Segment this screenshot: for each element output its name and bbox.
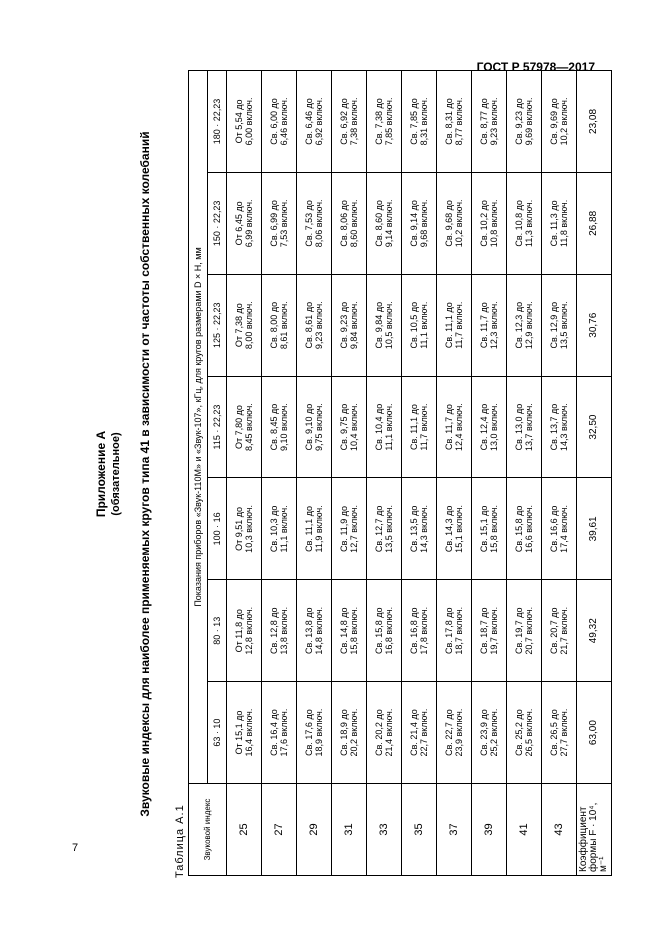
table-row (437, 71, 472, 876)
range-from: Св. 12,8 до (269, 607, 279, 655)
range-to: 9,23 включ. (489, 97, 499, 146)
range-from: Св. 11,1 до (409, 404, 419, 450)
range-to: 9,10 включ. (279, 403, 289, 451)
range-to: 21,7 включ. (559, 606, 569, 655)
frequency-range-cell (507, 478, 542, 580)
range-from: Св. 9,10 до (304, 403, 314, 451)
frequency-range-cell (227, 274, 262, 376)
table-label: Таблица А.1 (174, 804, 186, 878)
annex-title: Приложение А (94, 430, 108, 518)
coefficient-value: 63,00 (577, 682, 612, 784)
range-from: Св. 12,3 до (514, 301, 524, 349)
frequency-range-cell (332, 682, 367, 784)
frequency-range-cell (402, 172, 437, 274)
range-to: 10,3 включ. (244, 504, 254, 553)
table-row (402, 71, 437, 876)
frequency-range-cell (542, 478, 577, 580)
sound-index-cell: 33 (367, 784, 402, 876)
range-to: 9,23 включ. (314, 301, 324, 350)
annex-status: (обязательное) (110, 432, 122, 516)
frequency-range-cell (332, 478, 367, 580)
sound-index-cell: 25 (227, 784, 262, 876)
stub-header: Звуковой индекс (189, 784, 227, 876)
range-to: 16,8 включ. (384, 606, 394, 655)
range-from: Св. 11,7 до (444, 404, 454, 450)
column-header: 125 · 22,23 (208, 274, 227, 376)
range-to: 10,2 включ. (454, 199, 464, 248)
coefficient-value: 26,88 (577, 172, 612, 274)
range-from: Св. 8,61 до (304, 301, 314, 349)
frequency-range-cell (507, 682, 542, 784)
frequency-range-cell (542, 682, 577, 784)
range-from: Св. 10,3 до (269, 505, 279, 553)
range-to: 11,7 включ. (454, 301, 464, 349)
range-to: 20,7 включ. (524, 606, 534, 655)
table-row (262, 71, 297, 876)
frequency-range-cell (367, 71, 402, 173)
frequency-range-cell (367, 682, 402, 784)
table-row (542, 71, 577, 876)
range-to: 14,8 включ. (314, 606, 324, 655)
frequency-range-cell (542, 580, 577, 682)
range-to: 7,53 включ. (279, 199, 289, 248)
coefficient-label-line2: формы F · 10⁴, м⁻¹ (588, 802, 609, 872)
range-to: 13,5 включ. (559, 301, 569, 350)
range-from: Св. 9,14 до (409, 200, 419, 247)
frequency-range-cell (297, 580, 332, 682)
frequency-range-cell (332, 376, 367, 478)
range-from: От 9,51 до (234, 506, 244, 551)
frequency-range-cell (437, 682, 472, 784)
table-row (227, 71, 262, 876)
frequency-range-cell (437, 172, 472, 274)
range-from: Св. 19,7 до (514, 607, 524, 655)
frequency-range-cell (297, 478, 332, 580)
range-from: Св. 6,46 до (304, 98, 314, 145)
range-from: Св. 26,5 до (549, 709, 559, 756)
range-from: Св. 16,6 до (549, 505, 559, 553)
table-row (472, 71, 507, 876)
column-header: 100 · 16 (208, 478, 227, 580)
range-from: Св. 6,99 до (269, 200, 279, 247)
frequency-range-cell (227, 682, 262, 784)
coefficient-value: 30,76 (577, 274, 612, 376)
range-from: Св. 8,31 до (444, 98, 454, 145)
frequency-range-cell (367, 172, 402, 274)
range-to: 11,9 включ. (314, 505, 324, 553)
frequency-range-cell (227, 580, 262, 682)
range-from: От 7,38 до (234, 303, 244, 348)
range-from: От 15,1 до (234, 710, 244, 755)
range-from: Св. 7,38 до (374, 98, 384, 145)
frequency-range-cell (402, 376, 437, 478)
range-from: Св. 9,84 до (374, 301, 384, 349)
sound-index-table (188, 70, 612, 876)
frequency-range-cell (472, 682, 507, 784)
table-body (227, 71, 612, 876)
range-from: Св. 12,4 до (479, 403, 489, 451)
range-to: 13,5 включ. (384, 504, 394, 553)
column-header: 80 · 13 (208, 580, 227, 682)
range-from: Св. 6,00 до (269, 98, 279, 145)
frequency-range-cell (367, 376, 402, 478)
range-to: 10,2 включ. (559, 97, 569, 146)
range-to: 26,5 включ. (524, 708, 534, 757)
sound-index-cell: 27 (262, 784, 297, 876)
range-from: Св. 7,53 до (304, 200, 314, 247)
frequency-range-cell (297, 172, 332, 274)
frequency-range-cell (367, 580, 402, 682)
frequency-range-cell (367, 274, 402, 376)
range-to: 12,9 включ. (524, 301, 534, 350)
range-from: Св. 22,7 до (444, 709, 454, 756)
range-to: 25,2 включ. (489, 708, 499, 757)
sound-index-cell: 41 (507, 784, 542, 876)
range-to: 6,92 включ. (314, 97, 324, 146)
range-from: Св. 12,9 до (549, 301, 559, 349)
table-row (367, 71, 402, 876)
range-to: 8,00 включ. (244, 301, 254, 350)
range-to: 21,4 включ. (384, 708, 394, 757)
range-to: 15,8 включ. (489, 504, 499, 553)
page-number: 7 (72, 842, 79, 854)
range-from: Св. 18,7 до (479, 607, 489, 655)
range-from: Св. 11,1 до (304, 505, 314, 552)
range-to: 18,9 включ. (314, 708, 324, 757)
range-from: Св. 11,7 до (479, 302, 489, 349)
range-to: 8,60 включ. (349, 199, 359, 248)
range-from: Св. 7,85 до (409, 98, 419, 145)
frequency-range-cell (297, 71, 332, 173)
section-title: Звуковые индексы для наиболее применяемых кругов типа 41 в зависимости от частоты собственных колебаний (138, 131, 152, 817)
frequency-range-cell (402, 682, 437, 784)
frequency-range-cell (227, 71, 262, 173)
column-header: 63 · 10 (208, 682, 227, 784)
column-header: 115 · 22,23 (208, 376, 227, 478)
frequency-range-cell (472, 478, 507, 580)
range-to: 10,8 включ. (489, 199, 499, 248)
frequency-range-cell (227, 172, 262, 274)
range-from: Св. 17,6 до (304, 709, 314, 756)
range-from: Св. 25,2 до (514, 709, 524, 756)
frequency-range-cell (262, 682, 297, 784)
range-to: 11,3 включ. (524, 199, 534, 247)
range-from: Св. 9,23 до (514, 98, 524, 145)
range-from: Св. 12,7 до (374, 505, 384, 553)
column-header: 180 · 22,23 (208, 71, 227, 173)
frequency-range-cell (297, 376, 332, 478)
range-from: Св. 14,3 до (444, 505, 454, 553)
range-to: 6,99 включ. (244, 199, 254, 248)
range-to: 11,1 включ. (419, 301, 429, 349)
frequency-range-cell (542, 172, 577, 274)
frequency-range-cell (472, 580, 507, 682)
range-to: 12,8 включ. (244, 606, 254, 655)
sound-index-cell: 39 (472, 784, 507, 876)
range-to: 14,3 включ. (559, 403, 569, 451)
frequency-range-cell (507, 172, 542, 274)
range-to: 9,75 включ. (314, 403, 324, 451)
range-to: 12,7 включ. (349, 504, 359, 553)
range-to: 11,8 включ. (559, 199, 569, 247)
range-from: Св. 8,06 до (339, 200, 349, 247)
range-from: Св. 6,92 до (339, 98, 349, 145)
range-to: 8,45 включ. (244, 403, 254, 451)
range-to: 16,4 включ. (244, 708, 254, 757)
frequency-range-cell (437, 274, 472, 376)
frequency-range-cell (472, 172, 507, 274)
frequency-range-cell (507, 580, 542, 682)
frequency-range-cell (262, 478, 297, 580)
range-to: 16,6 включ. (524, 504, 534, 553)
range-to: 13,8 включ. (279, 606, 289, 655)
range-to: 8,31 включ. (419, 97, 429, 146)
range-from: Св. 10,4 до (374, 403, 384, 451)
frequency-range-cell (332, 71, 367, 173)
frequency-range-cell (227, 376, 262, 478)
range-to: 19,7 включ. (489, 606, 499, 655)
coefficient-label-line1: Коэффициент (578, 806, 589, 872)
range-to: 8,61 включ. (279, 301, 289, 350)
range-from: Св. 9,75 до (339, 403, 349, 451)
range-from: Св. 18,9 до (339, 709, 349, 756)
coefficient-row (577, 71, 612, 876)
frequency-range-cell (262, 376, 297, 478)
frequency-range-cell (332, 580, 367, 682)
range-from: Св. 8,45 до (269, 403, 279, 451)
frequency-range-cell (227, 478, 262, 580)
frequency-range-cell (367, 478, 402, 580)
frequency-range-cell (507, 71, 542, 173)
range-to: 12,4 включ. (454, 403, 464, 451)
range-from: Св. 15,8 до (514, 505, 524, 553)
group-header: Показания приборов «Звук-110М» и «Звук-107», кГц, для кругов размерами D × H, мм (189, 71, 208, 784)
sound-index-cell: 43 (542, 784, 577, 876)
frequency-range-cell (262, 274, 297, 376)
range-from: От 11,8 до (234, 609, 244, 653)
range-to: 12,3 включ. (489, 301, 499, 350)
frequency-range-cell (402, 71, 437, 173)
range-to: 8,06 включ. (314, 199, 324, 248)
range-from: Св. 10,2 до (479, 200, 489, 247)
frequency-range-cell (472, 71, 507, 173)
frequency-range-cell (507, 274, 542, 376)
frequency-range-cell (472, 274, 507, 376)
range-to: 9,14 включ. (384, 199, 394, 248)
range-to: 9,84 включ. (349, 301, 359, 350)
frequency-range-cell (437, 478, 472, 580)
range-from: Св. 20,2 до (374, 709, 384, 756)
range-to: 9,68 включ. (419, 199, 429, 248)
range-from: Св. 11,3 до (549, 200, 559, 247)
range-to: 15,8 включ. (349, 606, 359, 655)
range-from: Св. 13,5 до (409, 505, 419, 553)
frequency-range-cell (472, 376, 507, 478)
frequency-range-cell (402, 580, 437, 682)
coefficient-value: 23,08 (577, 71, 612, 173)
sound-index-cell: 37 (437, 784, 472, 876)
sound-index-cell: 31 (332, 784, 367, 876)
range-to: 13,0 включ. (489, 403, 499, 451)
frequency-range-cell (297, 682, 332, 784)
range-from: От 5,54 до (234, 99, 244, 144)
range-to: 6,00 включ. (244, 97, 254, 146)
table-row (332, 71, 367, 876)
frequency-range-cell (542, 274, 577, 376)
range-from: Св. 16,8 до (409, 607, 419, 655)
range-to: 27,7 включ. (559, 708, 569, 757)
frequency-range-cell (542, 71, 577, 173)
range-from: Св. 23,9 до (479, 709, 489, 756)
range-from: От 7,80 до (234, 405, 244, 449)
range-from: Св. 10,5 до (409, 301, 419, 349)
range-to: 7,85 включ. (384, 97, 394, 146)
range-from: Св. 9,69 до (549, 98, 559, 145)
table-row (507, 71, 542, 876)
range-to: 17,6 включ. (279, 708, 289, 757)
range-to: 11,1 включ. (279, 505, 289, 553)
range-to: 18,7 включ. (454, 606, 464, 655)
sound-index-cell: 35 (402, 784, 437, 876)
frequency-range-cell (297, 274, 332, 376)
range-to: 11,1 включ. (384, 403, 394, 451)
range-to: 7,38 включ. (349, 97, 359, 146)
range-to: 13,7 включ. (524, 403, 534, 451)
frequency-range-cell (262, 71, 297, 173)
frequency-range-cell (262, 172, 297, 274)
range-to: 22,7 включ. (419, 708, 429, 757)
range-to: 6,46 включ. (279, 97, 289, 146)
range-from: Св. 15,1 до (479, 505, 489, 553)
range-from: Св. 15,8 до (374, 607, 384, 655)
frequency-range-cell (437, 376, 472, 478)
coefficient-value: 49,32 (577, 580, 612, 682)
column-header-row (208, 71, 227, 876)
table-row (297, 71, 332, 876)
range-to: 14,3 включ. (419, 504, 429, 553)
range-to: 20,2 включ. (349, 708, 359, 757)
range-from: Св. 9,68 до (444, 200, 454, 247)
range-to: 10,5 включ. (384, 301, 394, 350)
range-from: Св. 17,8 до (444, 607, 454, 655)
frequency-range-cell (542, 376, 577, 478)
range-from: Св. 8,60 до (374, 200, 384, 247)
range-from: Св. 13,0 до (514, 403, 524, 451)
frequency-range-cell (437, 580, 472, 682)
range-from: Св. 9,23 до (339, 301, 349, 349)
range-to: 11,7 включ. (419, 403, 429, 451)
range-to: 8,77 включ. (454, 97, 464, 146)
coefficient-label (577, 784, 612, 876)
range-from: Св. 13,7 до (549, 403, 559, 451)
standard-code: ГОСТ Р 57978—2017 (476, 60, 595, 74)
coefficient-value: 39,61 (577, 478, 612, 580)
frequency-range-cell (332, 172, 367, 274)
range-from: Св. 14,8 до (339, 607, 349, 655)
range-from: Св. 13,8 до (304, 607, 314, 655)
range-from: Св. 10,8 до (514, 200, 524, 247)
range-to: 9,69 включ. (524, 97, 534, 146)
range-from: Св. 11,9 до (339, 505, 349, 552)
column-header: 150 · 22,23 (208, 172, 227, 274)
range-from: Св. 21,4 до (409, 709, 419, 756)
range-from: Св. 8,77 до (479, 98, 489, 145)
range-to: 17,8 включ. (419, 606, 429, 655)
frequency-range-cell (402, 274, 437, 376)
range-to: 17,4 включ. (559, 504, 569, 553)
range-from: От 6,45 до (234, 201, 244, 246)
range-to: 10,4 включ. (349, 403, 359, 451)
range-to: 23,9 включ. (454, 708, 464, 757)
frequency-range-cell (332, 274, 367, 376)
rotated-content (90, 60, 609, 888)
range-from: Св. 20,7 до (549, 607, 559, 655)
coefficient-value: 32,50 (577, 376, 612, 478)
frequency-range-cell (402, 478, 437, 580)
range-from: Св. 8,00 до (269, 301, 279, 349)
frequency-range-cell (507, 376, 542, 478)
frequency-range-cell (437, 71, 472, 173)
range-to: 15,1 включ. (454, 504, 464, 553)
frequency-range-cell (262, 580, 297, 682)
range-from: Св. 11,1 до (444, 302, 454, 349)
range-from: Св. 16,4 до (269, 709, 279, 756)
sound-index-cell: 29 (297, 784, 332, 876)
